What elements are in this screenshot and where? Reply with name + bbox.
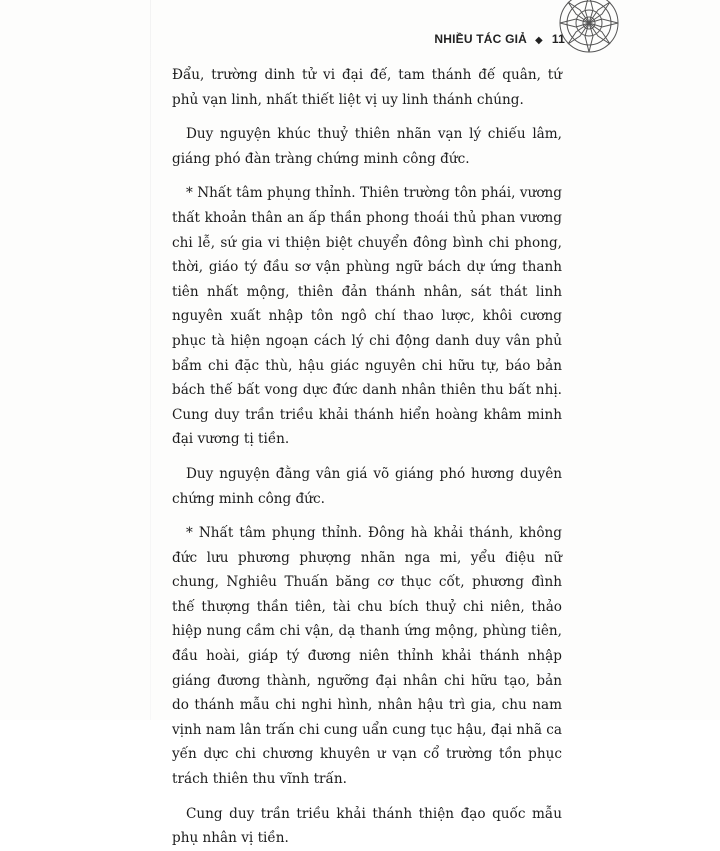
page-edge — [150, 0, 151, 720]
running-header — [434, 32, 565, 46]
body-text — [172, 63, 562, 851]
header-separator: ◆ — [535, 35, 543, 46]
running-title: NHIỀU TÁC GIẢ — [434, 32, 528, 46]
page-number: 11 — [551, 32, 565, 46]
paragraph: * Nhất tâm phụng thỉnh. Đông hà khải thánh, không đức lưu phương phượng nhãn nga mi, yểu điệu nữ chung, Nghiêu Thuấn băng cơ thục cốt, phương đình thế thượng thần tiên, tài chu bích thuỷ chi niên, thảo hiệp nung cầm chi vận, dạ thanh ứng mộng, phùng tiên, đầu hoài, giáp tý đương niên thỉnh khải thánh nhập giáng đương thành, ngưỡng đại nhân chi hữu tạo, bản do thánh mẫu chi nghi hình, nhân hậu trì gia, chu nam vịnh nam lân trấn chi cung uẩn cung tục hậu, đại nhã ca yến dực chi chương khuyên ư vạn cổ trường tồn phục trách thiên thu vĩnh trấn. — [172, 525, 562, 788]
paragraph: Duy nguyện khúc thuỷ thiên nhãn vạn lý chiếu lâm, giáng phó đàn tràng chứng minh công đức. — [172, 126, 562, 167]
paragraph: * Nhất tâm phụng thỉnh. Thiên trường tôn phái, vương thất khoản thân an ấp thần phong thoái thủ phan vương chi lễ, sứ gia vi thiện biệt chuyển đông bình chi phong, thời, giáo tý đầu sơ vận phùng ngữ bách dự ứng thanh tiên nhất mộng, thiên đản thánh nhân, sát thát linh nguyên xuất nhập tôn ngô chí thao lược, khôi cương phục tà hiện ngoạn cách lý chi động danh duy vân phủ bẩm chi đặc thù, hậu giác nguyên chi hữu tự, báo bản bách thế bất vong dực đức danh nhân thiên thu bất nhị. Cung duy trần triều khải thánh hiển hoàng khâm minh đại vương tị tiền. — [172, 185, 562, 448]
lotus-mandala-icon — [558, 0, 620, 54]
paragraph: Cung duy trần triều khải thánh thiện đạo quốc mẫu phụ nhân vị tiền. — [172, 805, 562, 847]
paragraph: Đẩu, trường dinh tử vi đại đế, tam thánh đế quân, tứ phủ vạn linh, nhất thiết liệt vị uy linh thánh chúng. — [172, 67, 562, 108]
paragraph: Duy nguyện đằng vân giá võ giáng phó hương duyên chứng minh công đức. — [172, 465, 562, 507]
